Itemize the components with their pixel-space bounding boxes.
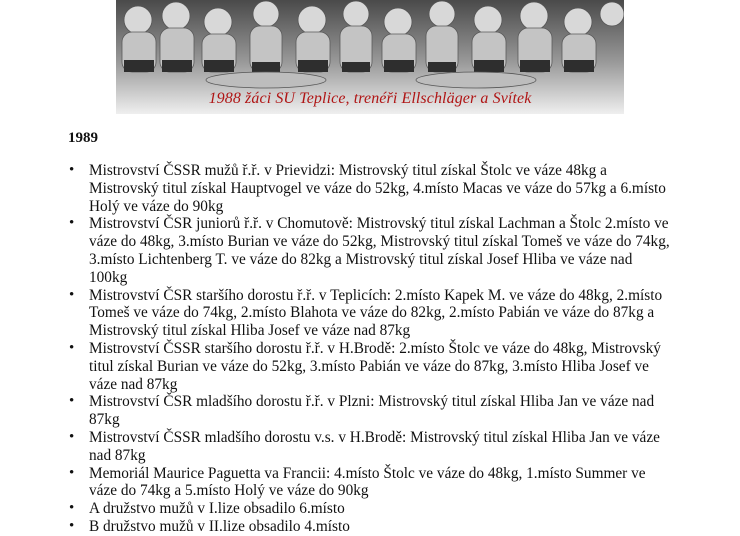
results-list bbox=[70, 162, 670, 536]
year-heading: 1989 bbox=[68, 130, 98, 146]
list-item: • B družstvo mužů v II.lize obsadilo 4.místo bbox=[70, 518, 670, 536]
photo-caption: 1988 žáci SU Teplice, trenéři Ellschläger a Svítek bbox=[208, 90, 532, 107]
list-item: • Mistrovství ČSR juniorů ř.ř. v Chomutově: Mistrovský titul získal Lachman a Štolc 2.místo ve váze do 48kg, 3.místo Burian ve váze do 52kg, Mistrovský titul získal Tomeš ve váze do 74kg, 3.místo Lichtenberg T. ve váze do 82kg a Mistrovský titul získal Josef Hliba ve váze nad 100kg bbox=[70, 215, 670, 286]
list-item: • Mistrovství ČSSR staršího dorostu ř.ř. v H.Brodě: 2.místo Štolc ve váze do 48kg, Mistrovský titul získal Burian ve váze do 52kg, 3.místo Pabián ve váze do 87kg, 3.místo Hliba Josef ve váze nad 87kg bbox=[70, 340, 670, 393]
list-item: • Mistrovství ČSSR mladšího dorostu v.s. v H.Brodě: Mistrovský titul získal Hliba Jan ve váze nad 87kg bbox=[70, 429, 670, 465]
list-item: • Mistrovství ČSSR mužů ř.ř. v Prievidzi: Mistrovský titul získal Štolc ve váze 48kg a Mistrovský titul získal Hauptvogel ve váze do 52kg, 4.místo Macas ve váze do 57kg a 6.místo Holý ve váze do 90kg bbox=[70, 162, 670, 215]
list-item: • A družstvo mužů v I.lize obsadilo 6.místo bbox=[70, 500, 670, 518]
team-photo bbox=[116, 0, 624, 114]
list-item: • Mistrovství ČSR staršího dorostu ř.ř. v Teplicích: 2.místo Kapek M. ve váze do 48kg, 2.místo Tomeš ve váze do 74kg, 2.místo Blahota ve váze do 82kg, 2.místo Pabián ve váze do 87kg a Mistrovský titul získal Hliba Josef ve váze nad 87kg bbox=[70, 287, 670, 340]
list-item: • Mistrovství ČSR mladšího dorostu ř.ř. v Plzni: Mistrovský titul získal Hliba Jan ve váze nad 87kg bbox=[70, 393, 670, 429]
list-item: • Memoriál Maurice Paguetta va Francii: 4.místo Štolc ve váze do 48kg, 1.místo Summer ve váze do 74kg a 5.místo Holý ve váze do 90kg bbox=[70, 465, 670, 501]
